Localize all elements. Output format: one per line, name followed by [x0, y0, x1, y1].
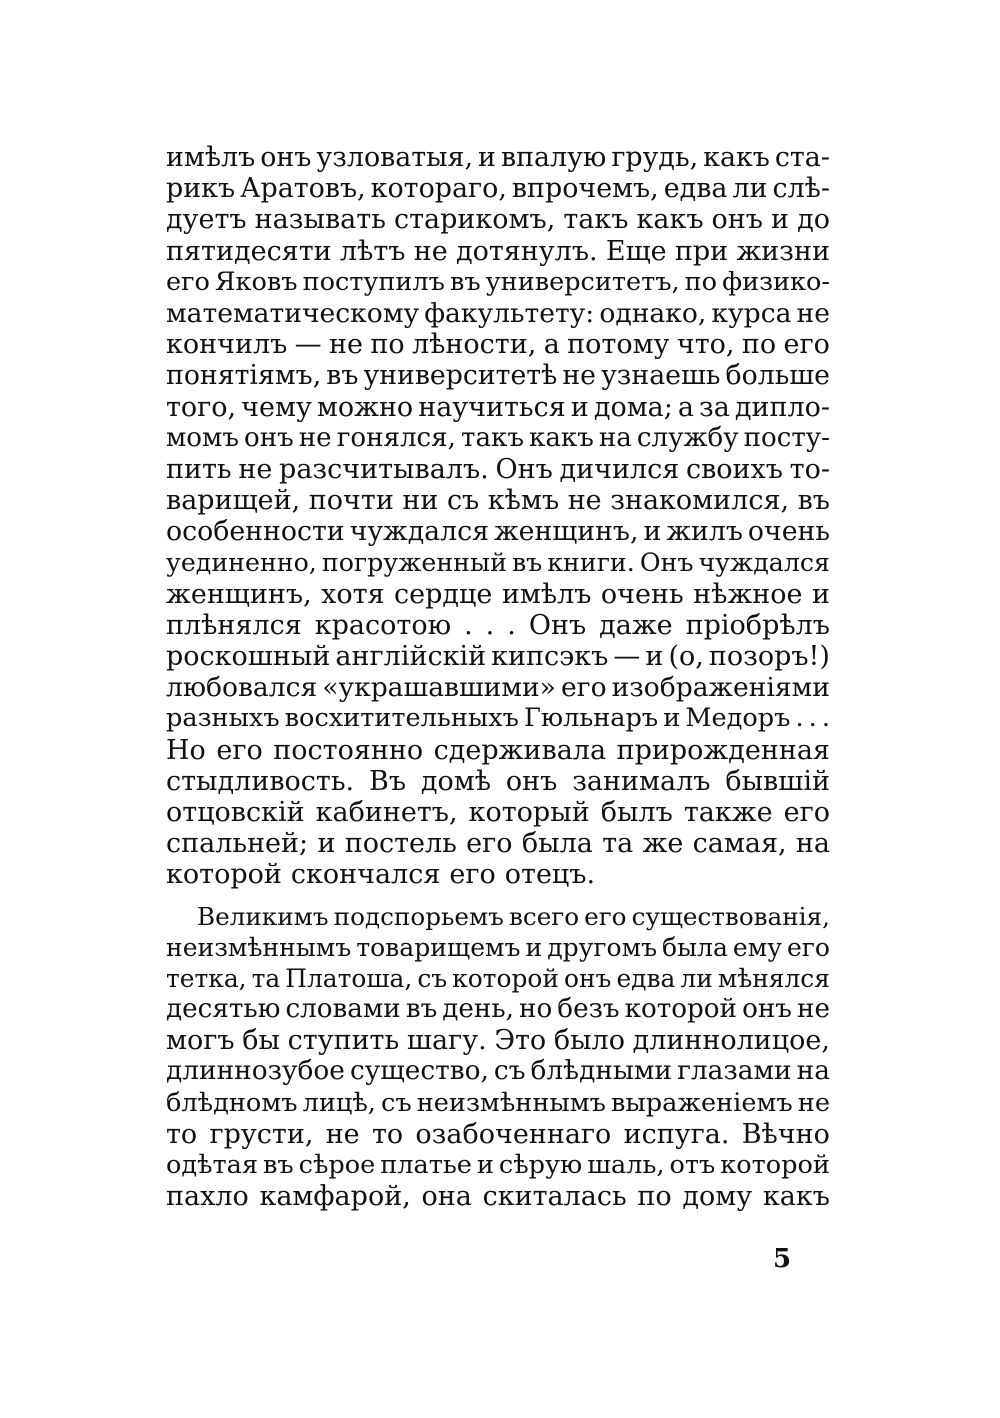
word: на	[598, 422, 632, 453]
word: .	[507, 609, 516, 641]
word: та	[251, 963, 281, 993]
word: едва	[663, 173, 728, 205]
word: сдерживала	[433, 734, 607, 766]
word: дома;	[593, 391, 673, 423]
word: по	[370, 329, 405, 361]
word: на	[795, 828, 830, 860]
word: факультету:	[424, 297, 595, 329]
text-line	[166, 329, 830, 360]
word: бывшій	[725, 765, 830, 797]
word: университетъ,	[485, 266, 680, 297]
word: онъ	[711, 204, 763, 236]
word: постоянно	[273, 734, 424, 766]
word: разныхъ	[166, 703, 280, 734]
text-line	[166, 932, 830, 963]
word: какъ	[529, 422, 594, 453]
word: что,	[676, 329, 735, 361]
word: службу	[636, 422, 739, 453]
word: можно	[316, 391, 414, 423]
word: дуетъ	[166, 204, 247, 236]
word: очень	[747, 516, 830, 548]
word: сѣрое	[298, 1150, 376, 1180]
word: впалую	[500, 142, 607, 173]
word: ни	[402, 485, 439, 517]
word: Но	[166, 734, 206, 766]
word: занималъ	[572, 765, 711, 797]
word: она	[421, 1181, 472, 1213]
word: а	[677, 391, 694, 423]
word: мѣнялся	[717, 963, 830, 993]
word: постель	[344, 828, 457, 860]
word: его	[786, 932, 830, 962]
word: впрочемъ,	[511, 173, 659, 205]
word: по	[637, 1181, 672, 1213]
word: съ	[417, 963, 448, 993]
word: слѣ-	[772, 173, 830, 205]
word: нѣжное	[693, 578, 803, 610]
word: онъ	[563, 963, 612, 993]
word: любовался	[166, 672, 318, 704]
word: за	[699, 391, 730, 423]
word: больше	[725, 360, 830, 392]
word: съ	[493, 1056, 526, 1087]
word: посту-	[743, 422, 830, 453]
word: книги.	[547, 548, 635, 578]
word: скиталась	[482, 1181, 627, 1213]
word: также	[683, 796, 773, 828]
word: .	[821, 703, 830, 734]
word: пятидесяти	[166, 235, 332, 267]
word: Вѣчно	[741, 1118, 830, 1150]
word: не	[413, 235, 448, 267]
word: кончилъ	[166, 329, 288, 361]
word: не	[562, 360, 596, 392]
word: существо,	[349, 1056, 489, 1087]
text-line	[166, 1088, 830, 1119]
word: съ	[381, 1087, 412, 1118]
word: пить	[166, 453, 232, 485]
text-line	[166, 516, 830, 547]
text-line	[166, 360, 830, 391]
word: Медоръ	[685, 703, 791, 734]
word: узловатыя,	[316, 142, 474, 173]
text-line	[166, 1181, 830, 1212]
word: понятіямъ,	[166, 360, 322, 392]
word: не	[796, 297, 830, 329]
word: же	[642, 828, 684, 860]
text-line	[166, 766, 830, 797]
word: плѣнялся	[166, 609, 302, 641]
word: до	[797, 204, 830, 236]
word: дипло-	[734, 391, 830, 423]
word: (о,	[668, 641, 704, 672]
word: которой	[452, 963, 559, 993]
word: безъ	[557, 994, 620, 1025]
word: дому	[682, 1181, 753, 1213]
word: —	[294, 329, 322, 361]
word: какъ	[703, 142, 770, 173]
word: которой	[720, 1150, 830, 1180]
word: онъ	[505, 765, 558, 797]
word: роскошный	[166, 641, 331, 672]
word: однако,	[599, 297, 707, 329]
word: восхитительныхъ	[284, 703, 519, 734]
word: и	[476, 1150, 494, 1180]
word: не	[238, 453, 273, 485]
word: и	[570, 391, 589, 423]
word: старикомъ,	[393, 204, 556, 236]
word: неизмѣннымъ	[166, 932, 352, 962]
word: та	[602, 828, 634, 860]
word: платье	[380, 1150, 472, 1180]
text-line	[166, 1150, 830, 1181]
word: имѣлъ	[166, 142, 256, 173]
word: онъ	[244, 422, 294, 453]
word: погруженный	[321, 548, 507, 578]
word: грудь,	[611, 142, 699, 173]
word: день,	[442, 994, 514, 1025]
word: его	[449, 859, 496, 891]
word: .	[795, 703, 804, 734]
word: имѣлъ	[501, 578, 592, 610]
text-line	[166, 828, 830, 859]
word: и	[525, 932, 543, 962]
word: котораго,	[370, 173, 507, 205]
word: .	[464, 609, 473, 641]
word: десятью	[166, 994, 281, 1025]
word: математическому	[166, 297, 420, 329]
word: одѣтая	[166, 1150, 258, 1180]
word: и	[771, 204, 790, 236]
word: другомъ	[547, 932, 657, 962]
word: особенности	[166, 516, 345, 548]
word: красотою	[314, 609, 452, 641]
word: скончался	[290, 859, 441, 891]
word: чуждался	[349, 516, 490, 548]
word: длиннозубое	[166, 1056, 345, 1087]
word: Въ	[368, 765, 407, 797]
word: камфарой,	[259, 1181, 411, 1213]
word: всего	[509, 901, 580, 931]
text-line	[166, 454, 830, 485]
word: дичился	[559, 453, 680, 485]
word: Онъ	[639, 548, 694, 578]
word: прирожденная	[616, 734, 830, 766]
page-number: 5	[773, 1244, 792, 1274]
word: жилъ	[666, 516, 743, 548]
text-line	[166, 236, 830, 267]
word: то	[166, 1118, 198, 1150]
word: разсчитывалъ.	[279, 453, 489, 485]
word: его	[560, 672, 607, 704]
word: лѣности,	[412, 329, 537, 361]
word: неизмѣннымъ	[416, 1087, 606, 1118]
word: была	[521, 828, 593, 860]
word: момъ	[166, 422, 239, 453]
word: Онъ	[495, 453, 553, 485]
word: въ	[797, 485, 830, 517]
word: существованія,	[631, 901, 830, 931]
word: едва	[616, 963, 676, 993]
word: была	[662, 932, 728, 962]
text-line	[166, 901, 830, 932]
word: ступить	[287, 1025, 400, 1057]
word: на	[796, 1056, 830, 1087]
word: почти	[308, 485, 394, 517]
word: но	[519, 994, 553, 1025]
word: потому	[567, 329, 670, 361]
text-line	[166, 485, 830, 516]
word: «украшавшими»	[322, 672, 556, 704]
word: Это	[494, 1025, 547, 1057]
word: узнаешь	[601, 360, 721, 392]
word: при	[674, 235, 729, 267]
word: бы	[242, 1025, 280, 1057]
word: Платоша,	[285, 963, 413, 993]
word: ли	[680, 963, 713, 993]
word: и	[643, 516, 662, 548]
word: шагу.	[406, 1025, 487, 1057]
word: лѣтъ	[339, 235, 406, 267]
word: физико-	[722, 266, 830, 297]
text-line	[166, 641, 830, 672]
word: какъ	[636, 204, 704, 236]
word: и	[645, 641, 664, 672]
word: не	[298, 422, 332, 453]
word: то-	[789, 453, 830, 485]
word: выраженіемъ	[611, 1087, 793, 1118]
paragraph-gap	[166, 891, 830, 901]
word: курса	[711, 297, 792, 329]
text-line	[166, 735, 830, 766]
word: его	[783, 329, 830, 361]
word: —	[613, 641, 641, 672]
word: Аратовъ,	[240, 173, 366, 205]
word: варищей,	[166, 485, 301, 517]
word: и	[478, 142, 496, 173]
word: испуга.	[623, 1118, 730, 1150]
word: Гюльнаръ	[523, 703, 659, 734]
word: своихъ	[685, 453, 783, 485]
word: стыдливость.	[166, 765, 355, 797]
text-line	[166, 142, 830, 173]
word: женщинъ,	[494, 516, 639, 548]
word: кѣмъ	[487, 485, 560, 517]
word: англійскій	[335, 641, 487, 672]
word: ста-	[774, 142, 830, 173]
word: грусти,	[209, 1118, 314, 1150]
word: кабинетъ,	[315, 796, 458, 828]
word: пахло	[166, 1181, 249, 1213]
text-line	[166, 1025, 830, 1056]
word: ему	[732, 932, 782, 962]
word: не	[797, 1087, 830, 1118]
word: спальней;	[166, 828, 309, 860]
text-line	[166, 1056, 830, 1087]
word: и	[663, 703, 681, 734]
word: Онъ	[528, 609, 587, 641]
word: отцовскій	[166, 796, 305, 828]
word: самая,	[692, 828, 787, 860]
word: а	[543, 329, 560, 361]
word: въ	[326, 360, 359, 392]
word: рикъ	[166, 173, 236, 205]
word: подспорьемъ	[333, 901, 504, 931]
word: такъ	[563, 204, 629, 236]
text-line	[166, 672, 830, 703]
word: поступилъ	[302, 266, 445, 297]
word: дотянулъ.	[455, 235, 598, 267]
word: его	[466, 828, 513, 860]
word: сѣрую	[498, 1150, 583, 1180]
word: .	[808, 703, 817, 734]
text-line	[166, 963, 830, 994]
word: такъ	[461, 422, 524, 453]
word: въ	[405, 994, 438, 1025]
word: и	[317, 828, 336, 860]
word: въ	[263, 1150, 294, 1180]
text-line	[166, 267, 830, 298]
paragraph	[166, 142, 830, 891]
word: .	[485, 609, 495, 641]
word: научиться	[418, 391, 566, 423]
word: онъ	[742, 994, 792, 1025]
word: по	[741, 329, 777, 361]
word: называть	[254, 204, 386, 236]
word: гонялся,	[336, 422, 456, 453]
word: Великимъ	[197, 901, 329, 931]
word: въ	[511, 548, 543, 578]
word: не	[325, 1118, 360, 1150]
word: который	[468, 796, 590, 828]
text-line	[166, 423, 830, 454]
word: глазами	[677, 1056, 792, 1087]
word: сердце	[394, 578, 493, 610]
word: блѣдномъ	[166, 1087, 298, 1118]
text-line	[166, 547, 830, 578]
word: домѣ	[420, 765, 492, 797]
word: въ	[449, 266, 481, 297]
word: очень	[600, 578, 684, 610]
word: кипсэкъ	[491, 641, 609, 672]
word: Еще	[605, 235, 667, 267]
word: отецъ.	[504, 859, 596, 891]
word: какъ	[762, 1181, 830, 1213]
word: ли	[732, 173, 768, 205]
word: и	[811, 578, 830, 610]
word: университетѣ	[363, 360, 558, 392]
word: изображеніями	[611, 672, 830, 704]
word: было	[553, 1025, 625, 1057]
word: которой	[166, 859, 282, 891]
word: лицѣ,	[302, 1087, 376, 1118]
paragraph	[166, 901, 830, 1213]
word: шаль,	[587, 1150, 665, 1180]
word: того,	[166, 391, 237, 423]
body-text	[166, 142, 830, 1212]
text-line	[166, 298, 830, 329]
word: пріобрѣлъ	[685, 609, 830, 641]
text-line	[166, 797, 830, 828]
word: по	[684, 266, 718, 297]
word: онъ	[260, 142, 312, 173]
word: чуждался	[698, 548, 830, 578]
text-line	[166, 994, 830, 1025]
word: могъ	[166, 1025, 235, 1057]
word: его	[166, 266, 210, 297]
word: не	[567, 485, 602, 517]
text-line	[166, 579, 830, 610]
word: отъ	[669, 1150, 716, 1180]
word: то	[371, 1118, 404, 1150]
text-line	[166, 1119, 830, 1150]
word: былъ	[600, 796, 673, 828]
word: которой	[624, 994, 738, 1025]
word: озабоченнаго	[415, 1118, 612, 1150]
text-line	[166, 703, 830, 734]
word: блѣдными	[530, 1056, 672, 1087]
text-line	[166, 173, 830, 204]
word: даже	[599, 609, 673, 641]
text-line	[166, 392, 830, 423]
word: жизни	[736, 235, 830, 267]
word: тетка,	[166, 963, 247, 993]
word: съ	[446, 485, 480, 517]
word: чему	[241, 391, 312, 423]
word: позоръ!)	[708, 641, 830, 672]
word: Яковъ	[214, 266, 298, 297]
text-line	[166, 859, 830, 890]
word: словами	[285, 994, 401, 1025]
word: уединенно,	[166, 548, 317, 578]
word: женщинъ,	[166, 578, 312, 610]
word: не	[329, 329, 364, 361]
word: его	[584, 901, 627, 931]
word: длиннолицое,	[632, 1025, 830, 1057]
text-line	[166, 204, 830, 235]
word: его	[216, 734, 263, 766]
word: товарищемъ	[356, 932, 521, 962]
word: хотя	[321, 578, 385, 610]
word: знакомился,	[610, 485, 790, 517]
word: его	[783, 796, 830, 828]
text-line	[166, 610, 830, 641]
word: не	[797, 994, 830, 1025]
